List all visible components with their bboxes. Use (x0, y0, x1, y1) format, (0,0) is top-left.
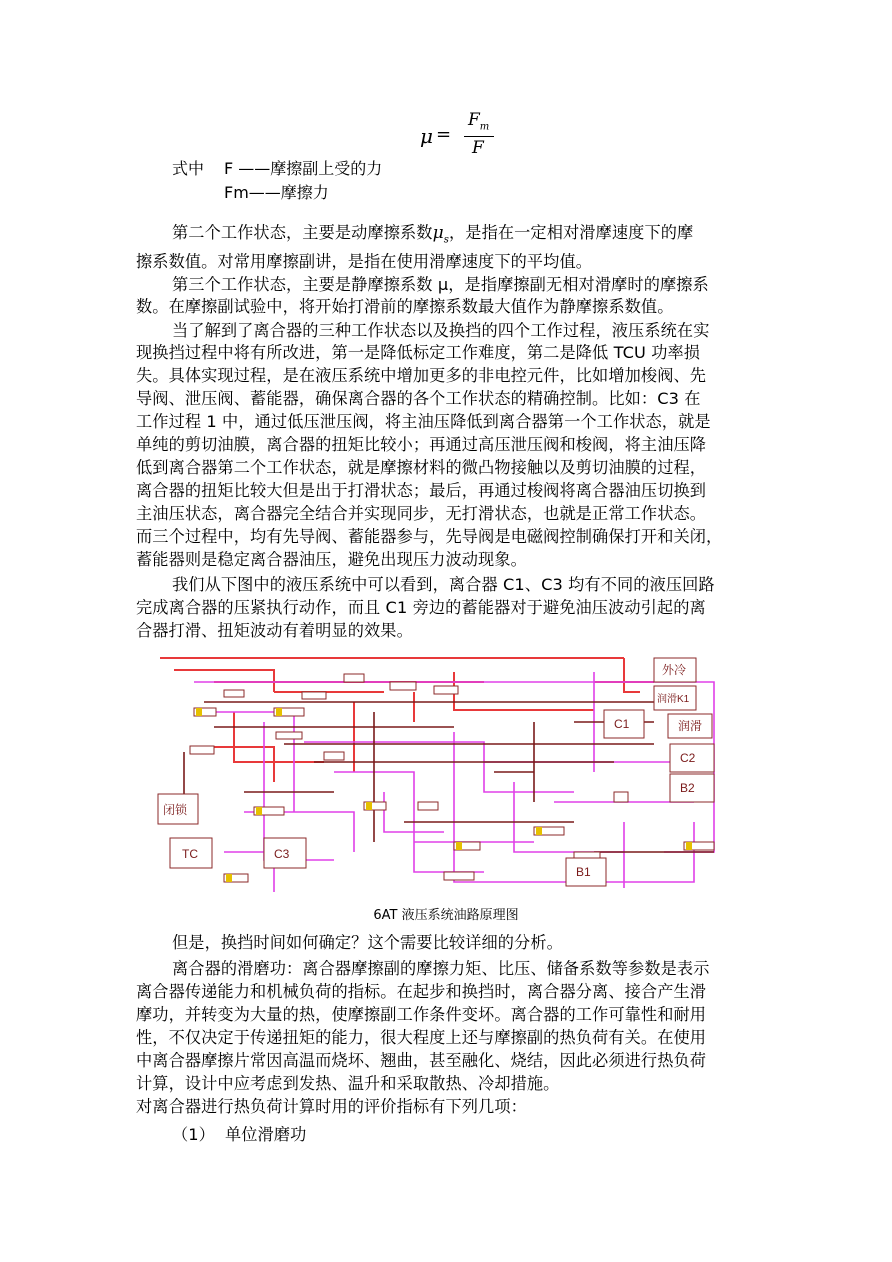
defs-fm: Fm——摩擦力 (224, 183, 329, 202)
label-c1: C1 (614, 717, 630, 731)
para3-line4: 导阀、泄压阀、蓄能器，确保离合器的各个工作状态的精确控制。比如：C3 在 (136, 389, 701, 408)
para6-line6: 计算，设计中应考虑到发热、温升和采取散热、冷却措施。 (136, 1074, 560, 1093)
para3-line7: 低到离合器第二个工作状态，就是摩擦材料的微凸物接触以及剪切油膜的过程， (136, 458, 707, 477)
defs-f: F ——摩擦副上受的力 (224, 159, 383, 178)
friction-coefficient-formula (420, 110, 510, 160)
label-waileng: 外冷 (662, 663, 687, 677)
para4-line2: 完成离合器的压紧执行动作，而且 C1 旁边的蓄能器对于避免油压波动引起的离 (136, 598, 706, 617)
label-b1: B1 (576, 865, 591, 879)
label-runhua-k1: 润滑K1 (657, 694, 690, 705)
list-item-1 (172, 1124, 758, 1146)
list-item-1-number: （1） (172, 1125, 215, 1144)
formula-mu: μ (420, 124, 433, 148)
para6-line1: 离合器的滑磨功：离合器摩擦副的摩擦力矩、比压、储备系数等参数是表示 (172, 959, 710, 978)
label-c2: C2 (680, 751, 696, 765)
para2-line1: 第三个工作状态，主要是静摩擦系数 μ，是指摩擦副无相对滑摩时的摩擦系 (172, 275, 709, 294)
para6-line5: 中离合器摩擦片常因高温而烧坏、翘曲，甚至融化、烧结，因此必须进行热负荷 (136, 1051, 707, 1070)
red-pressure-lines (160, 658, 654, 782)
para3-line3: 失。具体实现过程，是在液压系统中增加更多的非电控元件，比如增加梭阀、先 (136, 366, 707, 385)
para6-line2: 离合器传递能力和机械负荷的指标。在起步和换挡时，离合器分离、接合产生滑 (136, 982, 707, 1001)
formula-equals: = (436, 124, 452, 145)
para3-line10: 而三个过程中，均有先导阀、蓄能器参与，先导阀是电磁阀控制确保打开和关闭， (136, 527, 723, 546)
para3-line11: 蓄能器则是稳定离合器油压，避免出现压力波动现象。 (136, 550, 527, 569)
figure-caption: 6AT 液压系统油路原理图 (373, 908, 519, 923)
formula-numerator: $F_m$ (468, 110, 490, 133)
para3-line8: 离合器的扭矩比较大但是出于打滑状态；最后，再通过梭阀将离合器油压切换到 (136, 481, 707, 500)
para1-line1: 第二个工作状态，主要是动摩擦系数$\mu_s$，是指在一定相对滑摩速度下的摩 (172, 223, 694, 246)
para3-line2: 现换挡过程中将有所改进，第一是降低标定工作难度，第二是降低 TCU 功率损 (136, 343, 701, 362)
label-b2: B2 (680, 781, 695, 795)
para3-line5: 工作过程 1 中，通过低压泄压阀，将主油压降低到离合器第一个工作状态，就是 (136, 412, 711, 431)
mu-s-symbol: $\mu_s$ (432, 223, 449, 246)
para1-line2: 擦系数值。对常用摩擦副讲，是指在使用滑摩速度下的平均值。 (136, 252, 593, 271)
para3-line9: 主油压状态，离合器完全结合并实现同步，无打滑状态，也就是正常工作状态。 (136, 504, 707, 523)
label-runhua: 润滑 (678, 719, 703, 733)
defs-label: 式中 (172, 159, 205, 178)
para2-line2: 数。在摩擦副试验中，将开始打滑前的摩擦系数最大值作为静摩擦系数值。 (136, 297, 674, 316)
label-tc: TC (182, 847, 198, 861)
label-c3: C3 (274, 847, 290, 861)
formula-denominator: F (472, 138, 484, 158)
label-bisuo: 闭锁 (163, 803, 188, 817)
list-item-1-text: 单位滑磨功 (224, 1125, 307, 1144)
para4-line3: 合器打滑、扭矩波动有着明显的效果。 (136, 621, 413, 640)
formula-fraction-bar (464, 136, 494, 137)
para3-line1: 当了解到了离合器的三种工作状态以及换挡的四个工作过程，液压系统在实 (172, 321, 710, 340)
para4-line1: 我们从下图中的液压系统中可以看到，离合器 C1、C3 均有不同的液压回路 (172, 575, 715, 594)
para7-line1: 对离合器进行热负荷计算时用的评价指标有下列几项： (136, 1097, 527, 1116)
para6-line4: 性，不仅决定于传递扭矩的能力，很大程度上还与摩擦副的热负荷有关。在使用 (136, 1028, 707, 1047)
hydraulic-schematic-figure (154, 652, 740, 898)
para3-line6: 单纯的剪切油膜，离合器的扭矩比较小；再通过高压泄压阀和梭阀，将主油压降 (136, 435, 707, 454)
para5-line1: 但是，换挡时间如何确定？这个需要比较详细的分析。 (172, 933, 563, 952)
para6-line3: 摩功，并转变为大量的热，使摩擦副工作条件变坏。离合器的工作可靠性和耐用 (136, 1005, 707, 1024)
